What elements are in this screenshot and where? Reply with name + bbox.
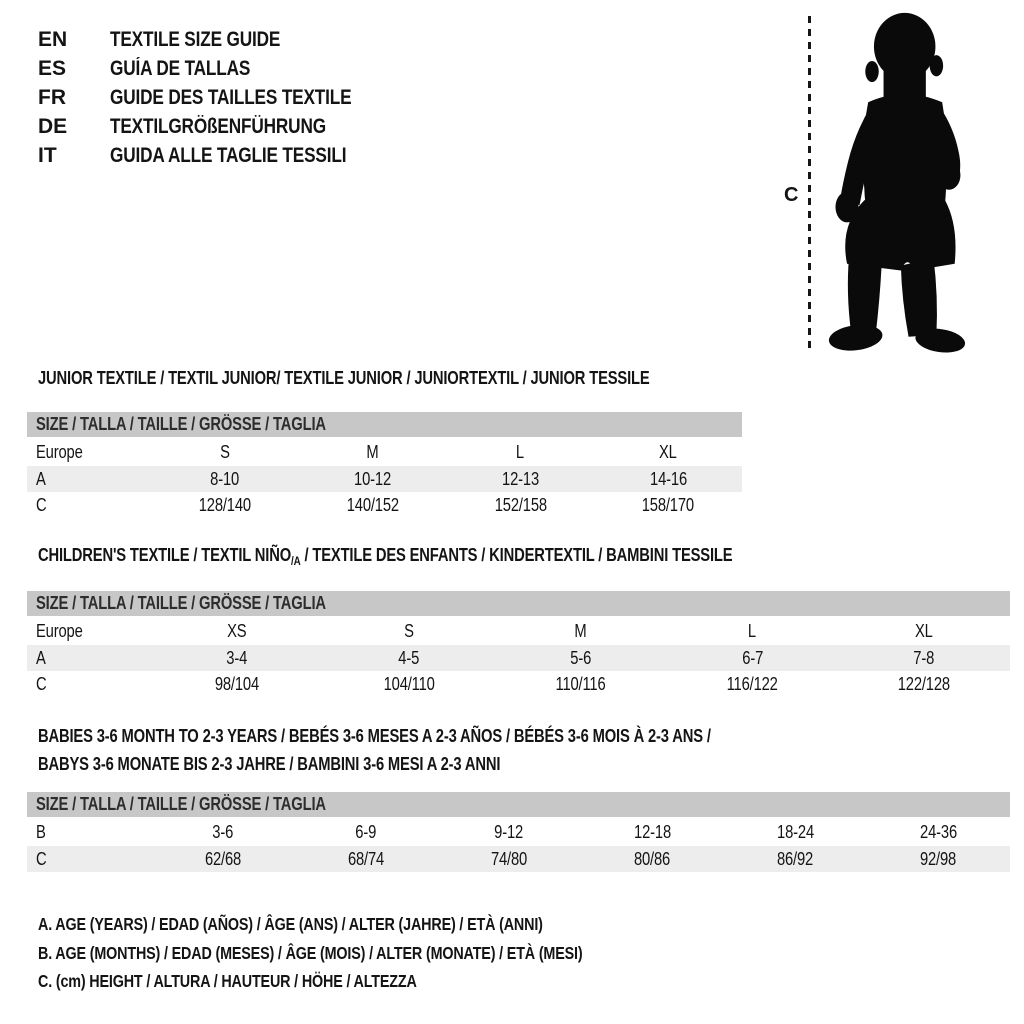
note-age-months: B. AGE (MONTHS) / EDAD (MESES) / ÂGE (MOIS) / ALTER (MONATE) / ETÀ (MESI) [38, 942, 583, 963]
age-cell: 14-16 [649, 468, 687, 489]
row-label: C [36, 494, 47, 515]
height-cell: 158/170 [642, 494, 695, 515]
table-row-height [27, 671, 1010, 697]
height-cell: 104/110 [383, 673, 435, 694]
row-label: C [36, 848, 47, 869]
age-cell: 6-7 [741, 647, 763, 668]
table-row-age-months [27, 819, 1010, 846]
age-cell: 3-4 [226, 647, 248, 668]
height-measure-dotted-line [808, 16, 811, 353]
guide-title-es: GUÍA DE TALLAS [110, 56, 251, 80]
size-cell: M [366, 442, 379, 462]
row-label: A [36, 647, 46, 668]
height-cell: 92/98 [920, 848, 957, 869]
guide-title-en: TEXTILE SIZE GUIDE [110, 27, 281, 51]
language-code: IT [38, 143, 57, 167]
height-cell: 122/128 [897, 673, 951, 694]
size-header-bar: SIZE / TALLA / TAILLE / GRÖSSE / TAGLIA [27, 591, 1010, 616]
language-row-de [38, 112, 404, 141]
row-label: Europe [36, 621, 83, 641]
height-cell: 152/158 [494, 494, 547, 515]
size-cell: S [403, 621, 414, 641]
age-cell: 9-12 [494, 822, 524, 842]
row-label: B [36, 822, 46, 842]
row-label: C [36, 673, 47, 694]
nino-a-subscript: /A [291, 554, 301, 568]
age-cell: 8-10 [210, 468, 240, 489]
children-section-title: CHILDREN'S TEXTILE / TEXTIL $NIÑO_{/A}$ / TEXTILE DES ENFANTS / KINDERTEXTIL / BAMBINI TESSILE [38, 545, 733, 568]
size-cell: XS [227, 621, 247, 641]
language-title-list [38, 25, 404, 170]
age-cell: 7-8 [913, 647, 935, 668]
table-row-europe [27, 618, 1010, 645]
guide-title-fr: GUIDE DES TAILLES TEXTILE [110, 85, 352, 109]
babies-size-table [27, 792, 1010, 872]
guide-title-de: TEXTILGRÖßENFÜHRUNG [110, 114, 326, 138]
height-cell: 110/116 [555, 673, 606, 694]
age-cell: 4-5 [398, 647, 420, 668]
height-cell: 80/86 [634, 848, 671, 869]
junior-size-table [27, 412, 742, 518]
size-cell: M [574, 621, 587, 641]
height-cell: 62/68 [204, 848, 241, 869]
size-cell: L [748, 621, 757, 641]
age-cell: 24-36 [919, 822, 957, 842]
age-cell: 6-9 [355, 822, 377, 842]
table-row-height [27, 846, 1010, 872]
language-row-fr [38, 83, 404, 112]
table-row-europe [27, 439, 742, 466]
height-measure-label: C [784, 184, 799, 206]
height-cell: 140/152 [346, 494, 399, 515]
language-row-it [38, 141, 404, 170]
language-code: ES [38, 56, 67, 80]
babies-section-title: BABIES 3-6 MONTH TO 2-3 YEARS / BEBÉS 3-6 MESES A 2-3 AÑOS / BÉBÉS 3-6 MOIS À 2-3 ANS / BABYS 3-6 MONATE BIS 2-3 JAHRE / BAMBINI 3-6 MESI A 2-3 ANNI [38, 726, 711, 774]
junior-section-title: JUNIOR TEXTILE / TEXTIL JUNIOR/ TEXTILE JUNIOR / JUNIORTEXTIL / JUNIOR TESSILE [38, 368, 650, 388]
age-cell: 3-6 [212, 822, 233, 842]
legend-notes [38, 910, 702, 996]
height-cell: 128/140 [198, 494, 251, 515]
height-cell: 74/80 [490, 848, 527, 869]
size-cell: S [220, 442, 230, 462]
height-cell: 98/104 [214, 673, 259, 694]
children-size-table [27, 591, 1010, 697]
table-row-age [27, 645, 1010, 671]
size-cell: XL [915, 621, 933, 641]
toddler-silhouette-icon [820, 10, 974, 356]
height-cell: 68/74 [347, 848, 384, 869]
language-code: FR [38, 85, 66, 109]
row-label: Europe [36, 442, 83, 462]
size-header-bar: SIZE / TALLA / TAILLE / GRÖSSE / TAGLIA [27, 792, 1010, 817]
guide-title-it: GUIDA ALLE TAGLIE TESSILI [110, 143, 347, 167]
size-cell: L [516, 442, 525, 462]
size-header-bar: SIZE / TALLA / TAILLE / GRÖSSE / TAGLIA [27, 412, 742, 437]
table-row-age [27, 466, 742, 492]
height-cell: 86/92 [777, 848, 814, 869]
note-age-years: A. AGE (YEARS) / EDAD (AÑOS) / ÂGE (ANS) / ALTER (JAHRE) / ETÀ (ANNI) [38, 914, 543, 934]
age-cell: 5-6 [570, 647, 591, 668]
height-cell: 116/122 [726, 673, 778, 694]
size-cell: XL [659, 442, 677, 462]
age-cell: 12-13 [501, 468, 539, 489]
language-code: EN [38, 27, 68, 51]
row-label: A [36, 468, 46, 489]
age-cell: 18-24 [776, 822, 814, 842]
language-row-en [38, 25, 404, 54]
table-row-height [27, 492, 742, 518]
language-row-es [38, 54, 404, 83]
note-height-cm: C. (cm) HEIGHT / ALTURA / HAUTEUR / HÖHE / ALTEZZA [38, 971, 417, 992]
age-cell: 10-12 [354, 468, 392, 489]
language-code: DE [38, 114, 68, 138]
age-cell: 12-18 [633, 822, 671, 842]
